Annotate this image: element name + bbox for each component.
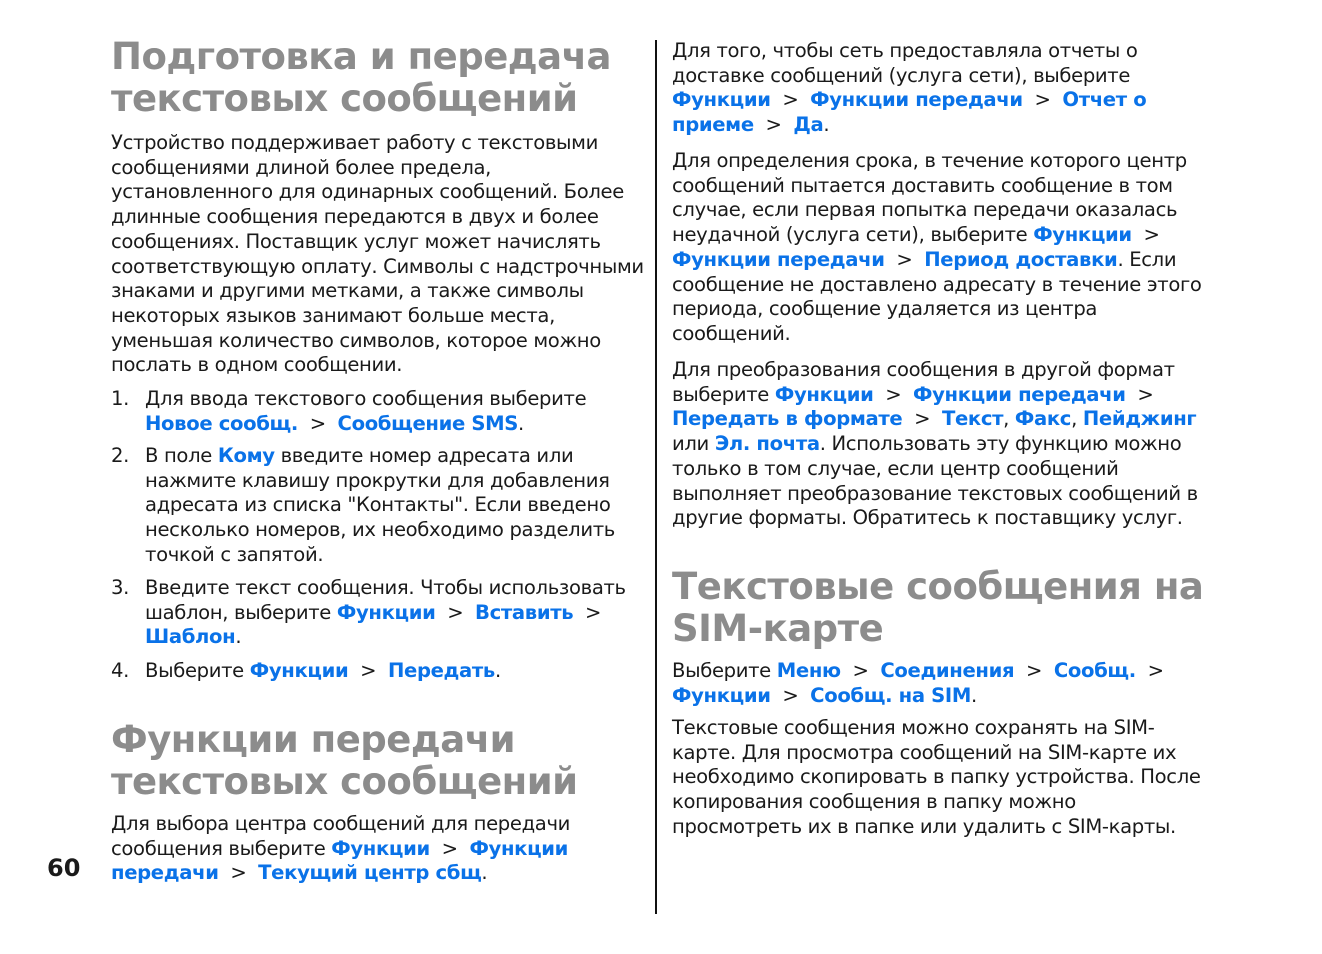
menu-path-link: Текущий центр сбщ [258, 861, 482, 885]
menu-path-link: Кому [217, 444, 275, 467]
text-run: > [1022, 88, 1063, 112]
menu-path-link: Пейджинг [1082, 407, 1197, 431]
text-run: . [235, 625, 242, 649]
menu-path-link: Функции [249, 659, 349, 682]
text-run: или [672, 407, 1203, 456]
menu-path-link: Новое сообщ. [145, 411, 298, 435]
menu-path-link: Отчет о приеме [672, 88, 1147, 137]
menu-path-link: Функции [672, 683, 771, 707]
text-run: , [1003, 407, 1015, 431]
text-run: > [902, 407, 942, 431]
step-3 [111, 576, 646, 650]
menu-path-link: Функции передачи [111, 836, 569, 885]
menu-path-link: Шаблон [145, 625, 236, 649]
text-run: . [518, 411, 524, 435]
menu-path-link: Функции [672, 88, 771, 112]
step-text [145, 444, 646, 568]
menu-path-link: Функции передачи [810, 88, 1023, 112]
text-run: > [348, 659, 388, 682]
step-2 [111, 444, 646, 568]
text-run: > [297, 411, 338, 435]
menu-path-link: Функции [331, 836, 430, 860]
sim-paragraph [672, 716, 1207, 840]
step-number: 2. [111, 444, 129, 467]
text-run: , [1071, 407, 1083, 431]
text-run: . Если сообщение не доставлено адресату в течение этого периода, сообщение удаляется из центра сообщений. [672, 247, 1208, 345]
text-run: Для выбора центра сообщений для передачи сообщения выберите [111, 812, 576, 860]
text-run: > [1125, 382, 1166, 406]
step-number: 3. [111, 576, 129, 599]
menu-path-link: Передать в формате [672, 407, 903, 431]
text-run: > [573, 600, 613, 624]
menu-path-link: Факс [1014, 407, 1072, 431]
menu-path-link: Сообщ. [1053, 659, 1136, 682]
page-number: 60 [47, 854, 81, 882]
text-run: Устройство поддерживает работу с текстовыми сообщениями длиной более предела, установленного для одинарных сообщений. Более длинные сообщения передаются в двух и более сообщениях. Поставщик услуг может начислять соответствующую оплату. Символы с надстрочными знаками и другими метками, а также символы некоторых языков занимают больше места, уменьшая количество символов, которое можно послать в одном сообщении. [111, 131, 650, 377]
text-run: . [481, 861, 488, 885]
text-run: > [753, 113, 794, 137]
menu-path-link: Соединения [880, 659, 1015, 682]
menu-path-link: Текст [941, 407, 1004, 431]
text-run: Для того, чтобы сеть предоставляла отчеты о доставке сообщений (услуга сети), выберите [672, 39, 1144, 87]
text-run: Для преобразования сообщения в другой формат выберите [672, 358, 1181, 406]
text-run: > [770, 683, 811, 707]
menu-path-link: Передать [387, 659, 495, 682]
text-run: В поле [145, 444, 218, 467]
step-1 [111, 387, 646, 436]
menu-path-link: Функции [1033, 223, 1132, 247]
text-run: > [1014, 659, 1054, 682]
text-run: Для ввода текстового сообщения выберите [145, 387, 593, 410]
text-run: > [218, 861, 259, 885]
menu-path-link: Эл. почта [714, 432, 820, 456]
column-divider [655, 40, 657, 914]
center-paragraph [111, 812, 646, 886]
text-run: Выберите [145, 659, 250, 682]
text-run: > [429, 836, 470, 860]
heading-sim-messages: Текстовые сообщения на SIM-карте [672, 565, 1204, 650]
step-text [145, 387, 646, 436]
step-number: 4. [111, 659, 129, 682]
text-run: Для определения срока, в течение которого центр сообщений пытается доставить сообщение в том случае, если первая попытка передачи оказалась неудачной (услуга сети), выберите [672, 149, 1193, 247]
text-run: . [823, 113, 830, 137]
menu-path-link: Функции [336, 600, 436, 624]
text-run: Выберите [672, 659, 777, 682]
text-run: > [1131, 223, 1172, 247]
validity-paragraph [672, 149, 1207, 347]
heading-prepare-send-text: Подготовка и передача текстовых сообщений [111, 35, 612, 120]
format-paragraph [672, 358, 1207, 531]
text-run: > [435, 600, 476, 624]
heading-send-functions: Функции передачи текстовых сообщений [111, 718, 578, 803]
menu-path-link: Сообщ. на SIM [810, 683, 972, 707]
text-run: > [884, 247, 925, 271]
step-text [145, 659, 646, 684]
menu-path-link: Функции [774, 382, 874, 406]
menu-path-link: Вставить [475, 600, 574, 624]
sim-path-paragraph [672, 659, 1207, 708]
menu-path-link: Функции передачи [913, 382, 1126, 406]
menu-path-link: Меню [776, 659, 841, 682]
step-number: 1. [111, 387, 129, 410]
text-run: . [971, 683, 977, 707]
menu-path-link: Период доставки [924, 247, 1118, 271]
step-text [145, 576, 646, 650]
menu-path-link: Функции передачи [672, 247, 885, 271]
text-run: > [840, 659, 881, 682]
report-paragraph [672, 39, 1207, 138]
step-4 [111, 659, 646, 684]
text-run: Введите текст сообщения. Чтобы использовать шаблон, выберите [145, 576, 632, 624]
menu-path-link: Сообщение SMS [337, 411, 519, 435]
text-run: . Использовать эту функцию можно только в том случае, если центр сообщений выполняет преобразование текстовых сообщений в другие форматы. Обратитесь к поставщику услуг. [672, 432, 1204, 530]
text-run: . [494, 659, 501, 682]
text-run: > [873, 382, 914, 406]
text-run: введите номер адресата или нажмите клавишу прокрутки для добавления адресата из списка "Контакты". Если введено несколько номеров, их необходимо разделить точкой с запятой. [145, 444, 621, 566]
menu-path-link: Да [793, 113, 824, 137]
text-run: > [1135, 659, 1176, 682]
text-run: > [770, 88, 811, 112]
intro-paragraph [111, 131, 650, 378]
text-run: Текстовые сообщения можно сохранять на SIM-карте. Для просмотра сообщений на SIM-карте их необходимо скопировать в папку устройства. После копирования сообщения в папку можно просмотреть их в папке или удалить с SIM-карты. [672, 716, 1207, 838]
